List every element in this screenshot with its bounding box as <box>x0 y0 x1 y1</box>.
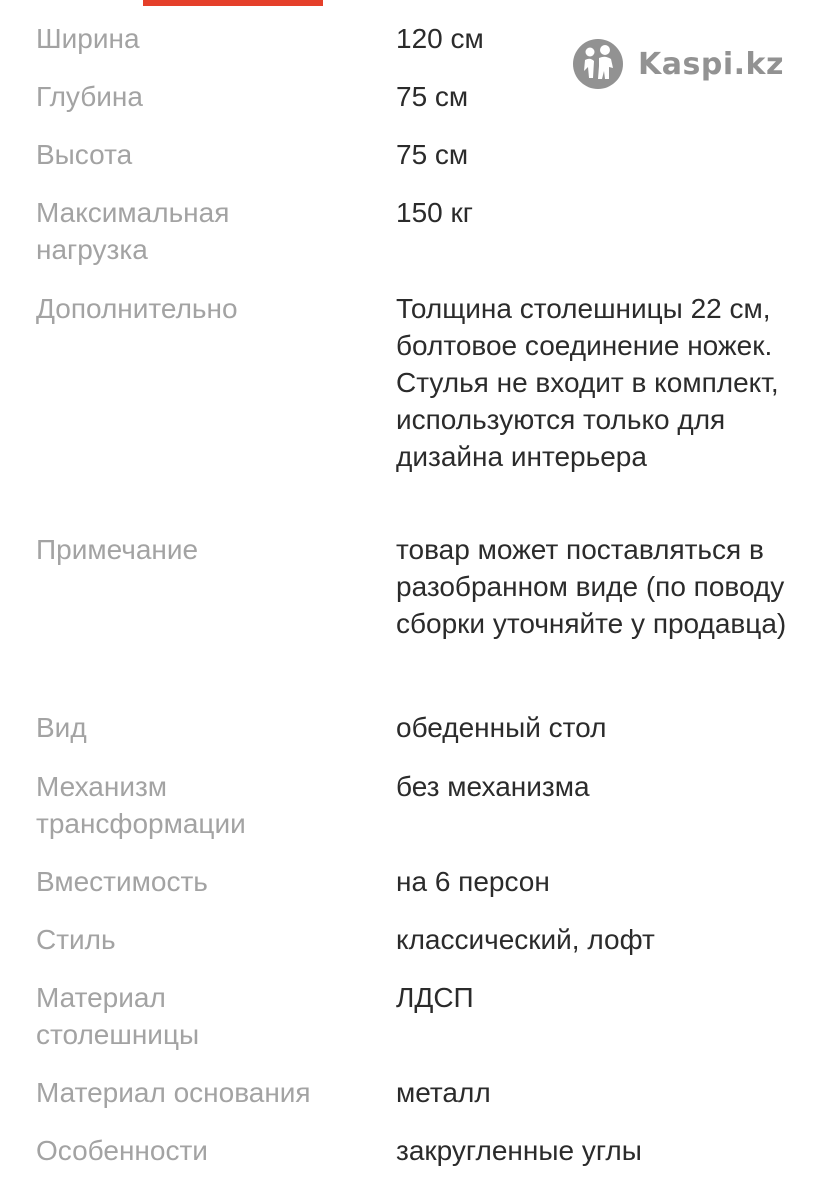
active-tab-indicator <box>143 0 323 6</box>
spec-row-features <box>36 1132 806 1172</box>
spec-label: Стиль <box>36 924 116 955</box>
spec-row-note <box>36 531 806 709</box>
kaspi-logo-icon <box>572 38 624 90</box>
spec-label: Глубина <box>36 81 143 112</box>
spec-value: Толщина столешницы 22 см, болтовое соединение ножек. Стулья не входит в комплект, используются только для дизайна интерьера <box>396 293 779 472</box>
spec-row-max-load <box>36 194 806 290</box>
spec-row-capacity <box>36 863 806 921</box>
spec-row-style <box>36 921 806 979</box>
spec-row-additional <box>36 290 806 531</box>
spec-label: Ширина <box>36 23 140 54</box>
spec-value: без механизма <box>396 771 590 802</box>
spec-label: Вместимость <box>36 866 208 897</box>
spec-row-type <box>36 709 806 768</box>
spec-label: Дополнительно <box>36 293 238 324</box>
spec-label: Материал столешницы <box>36 982 200 1050</box>
spec-value: 75 см <box>396 81 469 112</box>
spec-row-mechanism <box>36 768 806 863</box>
spec-label: Особенности <box>36 1135 208 1166</box>
spec-row-height <box>36 136 806 194</box>
spec-value: ЛДСП <box>396 982 474 1013</box>
specs-list <box>36 20 806 1172</box>
spec-label: Вид <box>36 712 87 743</box>
spec-label: Примечание <box>36 534 199 565</box>
spec-value: товар может поставляться в разобранном виде (по поводу сборки уточняйте у продавца) <box>396 534 787 639</box>
spec-value: на 6 персон <box>396 866 550 897</box>
spec-value: 150 кг <box>396 197 473 228</box>
spec-label: Максимальная нагрузка <box>36 197 230 265</box>
kaspi-watermark-text: Kaspi.kz <box>638 46 784 82</box>
kaspi-watermark <box>572 38 784 90</box>
spec-value: обеденный стол <box>396 712 607 743</box>
spec-value: классический, лофт <box>396 924 655 955</box>
spec-label: Механизм трансформации <box>36 771 246 839</box>
spec-label: Высота <box>36 139 133 170</box>
spec-value: закругленные углы <box>396 1135 642 1166</box>
spec-row-base-material <box>36 1074 806 1132</box>
spec-value: металл <box>396 1077 491 1108</box>
spec-value: 75 см <box>396 139 469 170</box>
spec-value: 120 см <box>396 23 484 54</box>
spec-label: Материал основания <box>36 1077 311 1108</box>
spec-row-top-material <box>36 979 806 1074</box>
